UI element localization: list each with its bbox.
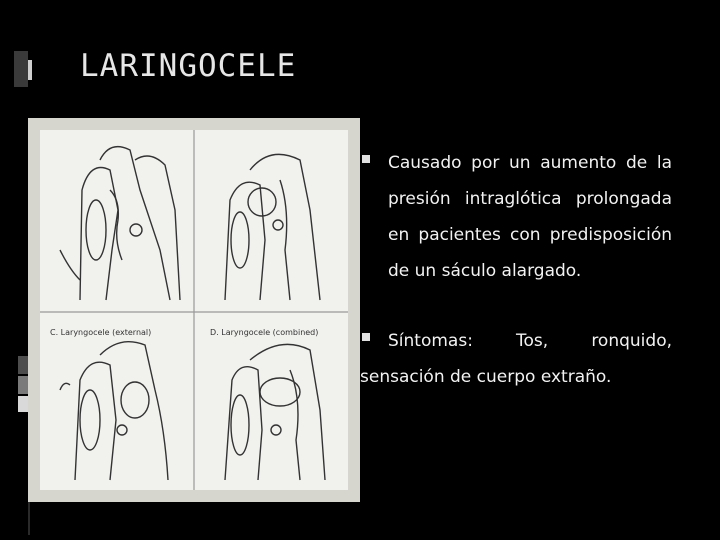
- laryngocele-illustration: [40, 130, 348, 490]
- figure-caption-c: C. Laryngocele (external): [50, 328, 152, 337]
- accent-bar: [18, 376, 28, 394]
- square-bullet-icon: [362, 155, 370, 163]
- accent-bar: [14, 51, 28, 87]
- bullet-item: [360, 323, 672, 395]
- bullet-text-line: Síntomas: Tos, ronquido,: [388, 331, 672, 351]
- bullet-text-line: sensación de cuerpo extraño.: [360, 367, 612, 387]
- square-bullet-icon: [362, 333, 370, 341]
- slide-title: LARINGOCELE: [80, 48, 297, 84]
- bullet-text: Causado por un aumento de la presión intraglótica prolongada en pacientes con predisposición de un sáculo alargado.: [388, 153, 672, 281]
- figure-caption-d: D. Laryngocele (combined): [210, 328, 319, 337]
- accent-bar: [18, 396, 28, 412]
- bullet-list: [360, 145, 672, 395]
- accent-bar: [18, 356, 28, 374]
- accent-bar: [28, 60, 32, 80]
- bullet-item: [360, 145, 672, 289]
- anatomical-figure: [28, 118, 360, 502]
- figure-panel: [40, 130, 348, 490]
